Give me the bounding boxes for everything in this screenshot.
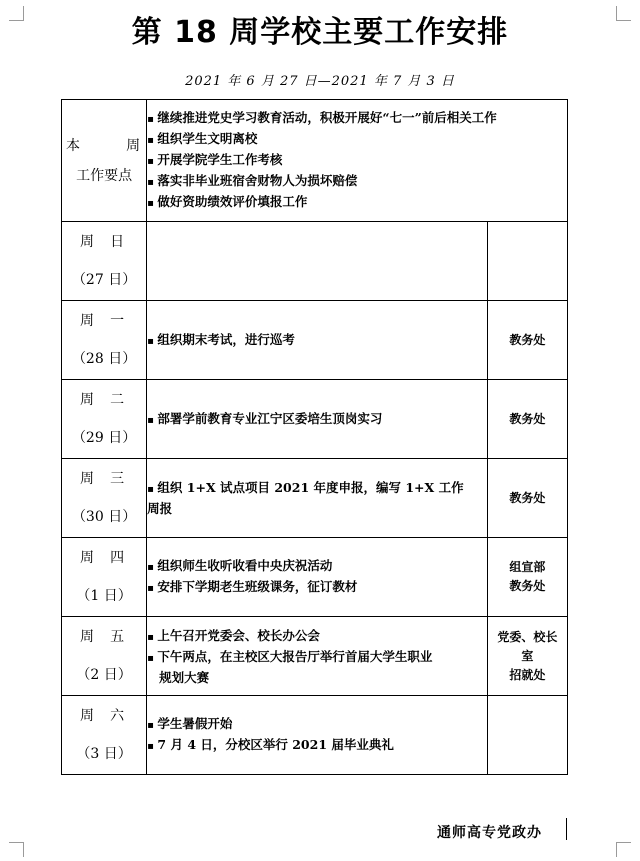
summary-label-char: 周 [126,137,141,154]
day-prefix: 周 [80,550,94,566]
dept-cell [487,617,567,696]
task-cell [147,538,488,617]
task-cell [147,380,488,459]
day-prefix: 周 [80,392,94,408]
day-label-cell [62,301,147,380]
summary-item: ▪ 落实非毕业班宿舍财物人为损坏赔偿 [147,171,567,192]
day-row [62,301,568,380]
day-date: （30 日） [71,509,137,525]
task-cell [147,222,488,301]
task-item: ▪ 组织 1+X 试点项目 2021 年度申报，编写 1+X 工作 [147,478,487,499]
summary-label-cell [62,100,147,222]
day-date: （1 日） [76,588,132,604]
day-label-cell [62,459,147,538]
day-row [62,222,568,301]
day-date: （29 日） [71,430,137,446]
day-date: （2 日） [76,667,132,683]
task-item: ▪ 7 月 4 日，分校区举行 2021 届毕业典礼 [147,735,487,756]
day-date: （27 日） [71,272,137,288]
summary-item: ▪ 做好资助绩效评价填报工作 [147,192,567,213]
task-item: ▪ 组织师生收听收看中央庆祝活动 [147,556,487,577]
dept-name: 教务处 [509,332,546,347]
day-name: 日 [110,234,125,250]
task-item: ▪ 安排下学期老生班级课务，征订教材 [147,577,487,598]
task-cell [147,301,488,380]
dept-name: 党委、校长 [497,629,558,644]
summary-item: ▪ 继续推进党史学习教育活动，积极开展好“七一”前后相关工作 [147,108,567,129]
dept-name: 教务处 [509,490,546,505]
day-label-cell [62,222,147,301]
dept-cell [487,222,567,301]
task-item: ▪ 部署学前教育专业江宁区委培生顶岗实习 [147,409,487,430]
task-cell [147,696,488,775]
dept-name: 招就处 [509,667,546,682]
day-row [62,459,568,538]
day-name: 一 [110,313,125,329]
page-corner-mark [616,842,631,857]
task-item-continuation: 周报 [147,501,173,516]
dept-cell [487,380,567,459]
summary-label-text: 工作要点 [76,167,133,184]
day-label-cell [62,538,147,617]
day-name: 四 [110,550,125,566]
summary-item: ▪ 组织学生文明离校 [147,129,567,150]
day-label-cell [62,380,147,459]
day-row [62,538,568,617]
task-item: ▪ 组织期末考试，进行巡考 [147,330,487,351]
dept-name: 教务处 [509,579,546,593]
schedule-table [61,99,568,775]
day-name: 二 [110,392,125,408]
day-row [62,380,568,459]
dept-cell [487,538,567,617]
issuer-signature: 通师高专党政办 [437,825,542,841]
day-prefix: 周 [80,708,94,724]
summary-items-cell [147,100,568,222]
task-item-continuation: 规划大赛 [159,669,210,685]
dept-name: 教务处 [509,411,546,426]
dept-cell [487,459,567,538]
summary-item: ▪ 开展学院学生工作考核 [147,150,567,171]
dept-cell [487,696,567,775]
day-name: 五 [110,629,125,645]
day-date: （3 日） [76,746,132,762]
dept-cell [487,301,567,380]
day-prefix: 周 [80,629,94,645]
dept-name: 室 [521,648,534,663]
day-row [62,617,568,696]
day-date: （28 日） [71,351,137,367]
summary-row [62,100,568,222]
day-name: 六 [110,708,125,724]
dept-name: 组宣部 [509,560,546,574]
day-prefix: 周 [80,313,94,329]
task-item: ▪ 下午两点，在主校区大报告厅举行首届大学生职业 [147,647,487,668]
document-title: 第 18 周学校主要工作安排 [131,15,509,50]
day-row [62,696,568,775]
task-item: ▪ 学生暑假开始 [147,714,487,735]
date-range: 2021 年 6 月 27 日—2021 年 7 月 3 日 [185,74,455,89]
task-item: ▪ 上午召开党委会、校长办公会 [147,626,487,647]
page-corner-mark [9,842,24,857]
day-label-cell [62,696,147,775]
day-name: 三 [110,471,125,487]
day-prefix: 周 [80,234,94,250]
task-cell [147,617,488,696]
summary-label-char: 本 [66,137,80,154]
day-prefix: 周 [80,471,94,487]
day-label-cell [62,617,147,696]
text-cursor[interactable] [566,818,567,840]
task-cell [147,459,488,538]
